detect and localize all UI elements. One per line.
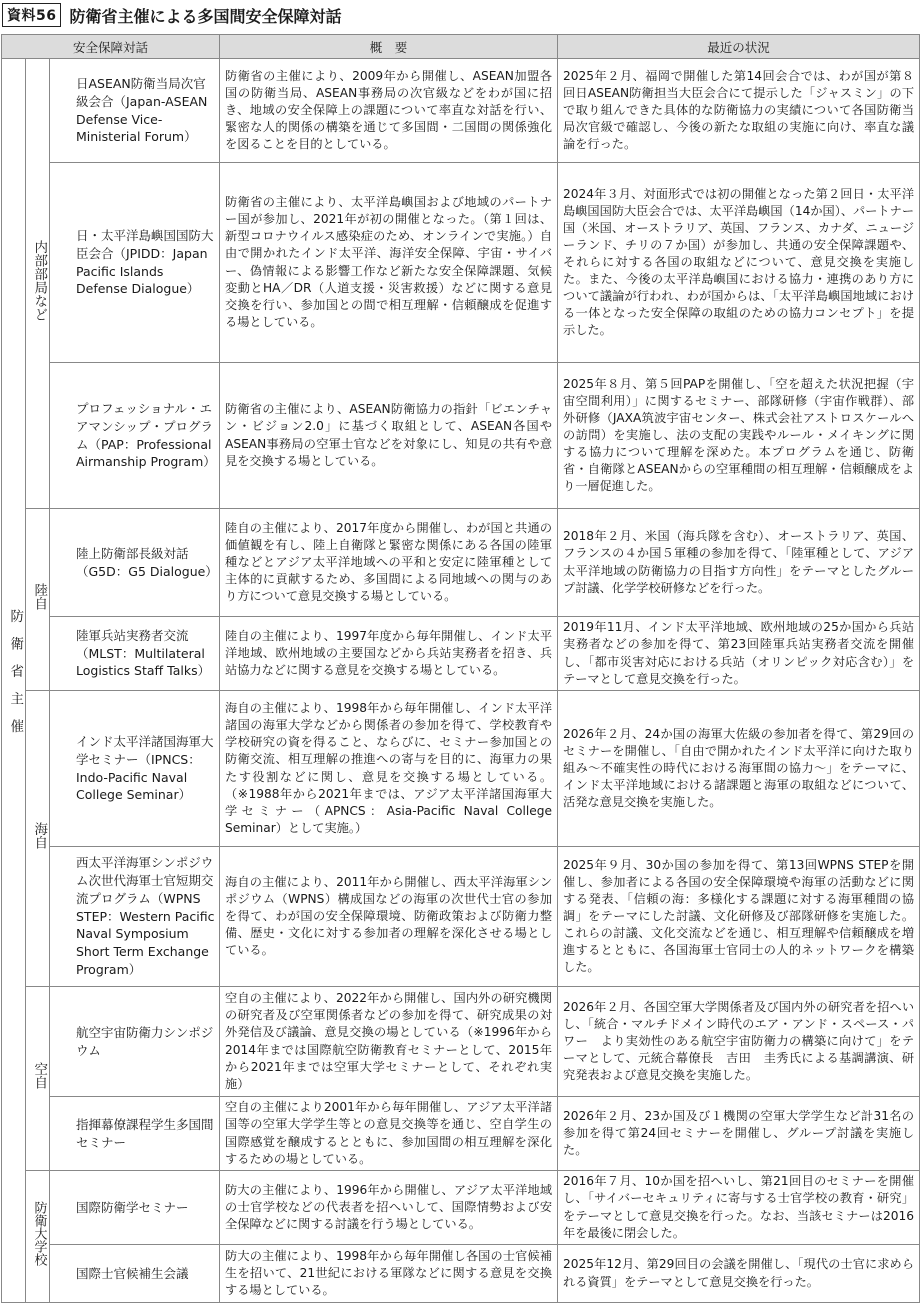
- dialogue-name: 西太平洋海軍シンポジウム次世代海軍士官短期交流プログラム（WPNS STEP：Western Pacific Naval Symposium Short Term Exchange Program）: [50, 847, 220, 987]
- dialogue-overview: 防衛省の主催により、太平洋島嶼国および地域のパートナー国が参加し、2021年が初の開催となった。（第１回は、新型コロナウイルス感染症のため、オンラインで実施。）自由で開かれたインド太平洋、海洋安全保障、宇宙・サイバー、偽情報による影響工作など新たな安全保障課題、気候変動とHA／DR（人道支援・災害救援）などに関する意見交換を行い、参加国との間で相互理解・信頼醸成を促進する場としている。: [220, 163, 558, 363]
- dialogue-name: プロフェッショナル・エアマンシップ・プログラム（PAP：Professional Airmanship Program）: [50, 363, 220, 509]
- dialogue-name: 陸上防衛部長級対話（G5D：G5 Dialogue）: [50, 509, 220, 617]
- dialogue-status: 2024年３月、対面形式では初の開催となった第２回日・太平洋島嶼国国防大臣会合では、太平洋島嶼国（14か国）、パートナー国（米国、オーストラリア、英国、フランス、カナダ、ニュージーランド、チリの７か国）が参加し、共通の安全保障課題や、それらに対する各国の取組などについて、意見交換を実施した。また、今後の太平洋島嶼国における協力・連携のあり方について議論が行われ、わが国からは、「太平洋島嶼国地域における一体となった安全保障の取組のための協力コンセプト」を提示した。: [558, 163, 920, 363]
- dialogue-name: 国際防衛学セミナー: [50, 1171, 220, 1245]
- dialogue-name: 指揮幕僚課程学生多国間セミナー: [50, 1097, 220, 1171]
- category-nda: 防衛大学校: [31, 1200, 47, 1266]
- table-row: [2, 509, 920, 617]
- dialogue-name: 国際士官候補生会議: [50, 1245, 220, 1303]
- dialogue-overview: 海自の主催により、2011年から開催し、西太平洋海軍シンポジウム（WPNS）構成国などの海軍の次世代士官の参加を得て、わが国の安全保障環境、防衛政策および防衛力整備、歴史・文化に対する参加者の理解を深化させる場としている。: [220, 847, 558, 987]
- dialogue-status: 2025年２月、福岡で開催した第14回会合では、わが国が第８回日ASEAN防衛担当大臣会合にて提示した「ジャスミン」の下で取り組んできた具体的な防衛協力の実績について各国防衛当局次官級で確認し、今後の新たな取組の実施に向け、率直な議論を行った。: [558, 59, 920, 163]
- dialogue-status: 2025年９月、30か国の参加を得て、第13回WPNS STEPを開催し、参加者による各国の安全保障環境や海軍の活動などに関する発表、「信頼の海：多様化する課題に対する海軍種間の協調」をテーマにした討議、文化研修及び部隊研修を実施した。これらの討議、文化交流などを通じ、相互理解や信頼醸成を増進するとともに、各国海軍士官同士の人的ネットワークを構築した。: [558, 847, 920, 987]
- dialogue-name: 航空宇宙防衛力シンポジウム: [50, 987, 220, 1097]
- dialogue-overview: 陸自の主催により、2017年度から開催し、わが国と共通の価値観を有し、陸上自衛隊と緊密な関係にある各国の陸軍種などとアジア太平洋地域への平和と安定に陸軍種として主体的に貢献するため、多国間による同地域への関与のあり方について意見交換する場としている。: [220, 509, 558, 617]
- table-row: [2, 691, 920, 847]
- category-msdf-cell: [26, 691, 50, 987]
- dialogue-overview: 陸自の主催により、1997年度から毎年開催し、インド太平洋地域、欧州地域の主要国などから兵站実務者を招き、兵站協力などに関する意見を交換する場としている。: [220, 617, 558, 691]
- table-row: [2, 1245, 920, 1303]
- column-header-status: 最近の状況: [558, 35, 920, 59]
- document-label: 資料56: [2, 3, 61, 27]
- dialogue-status: 2018年２月、米国（海兵隊を含む）、オーストラリア、英国、フランスの４か国５軍種の参加を得て、「陸軍種として、アジア太平洋地域の防衛協力の目指す方向性」をテーマとしたグループ討議、化学学校研修などを行った。: [558, 509, 920, 617]
- column-header-dialogue: 安全保障対話: [2, 35, 220, 59]
- table-row: [2, 163, 920, 363]
- table-row: [2, 59, 920, 163]
- dialogue-overview: 空自の主催により、2022年から開催し、国内外の研究機関の研究者及び空軍関係者などの参加を得て、研究成果の対外発信及び議論、意見交換の場としている（※1996年から2014年までは国際航空防衛教育セミナーとして、2015年から2021年までは空軍大学セミナーとして、それぞれ実施）: [220, 987, 558, 1097]
- category-internal: 内部部局など: [31, 239, 48, 321]
- table-row: [2, 987, 920, 1097]
- dialogue-status: 2026年２月、各国空軍大学関係者及び国内外の研究者を招へいし、「統合・マルチドメイン時代のエア・アンド・スペース・パワー より実効性のある航空宇宙防衛力の構築に向けて」をテーマとして、元統合幕僚長 吉田 圭秀氏による基調講演、研究発表および意見交換を実施した。: [558, 987, 920, 1097]
- table-row: [2, 847, 920, 987]
- dialogue-overview: 防衛省の主催により、2009年から開催し、ASEAN加盟各国の防衛当局、ASEAN事務局の次官級などをわが国に招き、地域の安全保障上の課題について率直な対話を行い、緊密な人的関係の構築を通じて多国間・二国間の関係強化を図ることを目的としている。: [220, 59, 558, 163]
- category-msdf: 海自: [31, 821, 48, 849]
- category-gsdf-cell: [26, 509, 50, 691]
- dialogue-name: 日ASEAN防衛当局次官級会合（Japan-ASEAN Defense Vice-Ministerial Forum）: [50, 59, 220, 163]
- table-header-row: [2, 35, 920, 59]
- group-label: 防衛省主催: [7, 608, 24, 747]
- dialogue-overview: 空自の主催により2001年から毎年開催し、アジア太平洋諸国等の空軍大学学生等との意見交換等を通じ、空自学生の国際感覚を醸成するとともに、参加国間の相互理解を深化するための場としている。: [220, 1097, 558, 1171]
- dialogue-overview: 防大の主催により、1996年から開催し、アジア太平洋地域の士官学校などの代表者を招へいして、国際情勢および安全保障などに関する討議を行う場としている。: [220, 1171, 558, 1245]
- table-row: [2, 1171, 920, 1245]
- dialogue-overview: 海自の主催により、1998年から毎年開催し、インド太平洋諸国の海軍大学などから関係者の参加を得て、学校教育や学校研究の資を得ること、ならびに、セミナー参加国との防衛交流、相互理解の推進への寄与を目的に、海軍力の果たす役割などに関し、意見を交換する場としている。（※1988年から2021年までは、アジア太平洋諸国海軍大学セミナー（APNCS：Asia-Pacific Naval College Seminar）として実施。）: [220, 691, 558, 847]
- dialogue-status: 2026年２月、24か国の海軍大佐級の参加者を得て、第29回のセミナーを開催し、「自由で開かれたインド太平洋に向けた取り組み～不確実性の時代における海軍間の協力～」をテーマに、インド太平洋地域における諸課題と海軍の取組などについて、活発な意見交換を実施した。: [558, 691, 920, 847]
- category-internal-cell: [26, 59, 50, 509]
- dialogue-status: 2025年８月、第５回PAPを開催し、「空を超えた状況把握（宇宙空間利用）」に関するセミナー、部隊研修（宇宙作戦群）、部外研修（JAXA筑波宇宙センター、株式会社アストロスケールへの訪問）を実施し、法の支配の実践やルール・メイキングに関する協力について理解を深めた。本プログラムを通じ、防衛省・自衛隊とASEANからの空軍種間の相互理解・信頼醸成をより一層促進した。: [558, 363, 920, 509]
- dialogue-name: 陸軍兵站実務者交流（MLST：Multilateral Logistics Staff Talks）: [50, 617, 220, 691]
- category-nda-cell: [26, 1171, 50, 1303]
- table-row: [2, 1097, 920, 1171]
- dialogue-table: [1, 34, 920, 1303]
- dialogue-status: 2025年12月、第29回目の会議を開催し、「現代の士官に求められる資質」をテーマとして意見交換を行った。: [558, 1245, 920, 1303]
- dialogue-status: 2016年７月、10か国を招へいし、第21回目のセミナーを開催し、「サイバーセキュリティに寄与する士官学校の教育・研究」をテーマとして意見交換を行った。なお、当該セミナーは2016年を最後に閉会した。: [558, 1171, 920, 1245]
- category-asdf: 空自: [31, 1061, 48, 1089]
- dialogue-overview: 防衛省の主催により、ASEAN防衛協力の指針「ビエンチャン・ビジョン2.0」に基づく取組として、ASEAN各国やASEAN事務局の空軍士官などを対象にし、知見の共有や意見を交換する場としている。: [220, 363, 558, 509]
- dialogue-name: インド太平洋諸国海軍大学セミナー（IPNCS：Indo-Pacific Naval College Seminar）: [50, 691, 220, 847]
- table-row: [2, 617, 920, 691]
- table-row: [2, 363, 920, 509]
- document-title: 防衛省主催による多国間安全保障対話: [69, 6, 342, 26]
- category-asdf-cell: [26, 987, 50, 1171]
- dialogue-overview: 防大の主催により、1998年から毎年開催し各国の士官候補生を招いて、21世紀における軍隊などに関する意見を交換する場としている。: [220, 1245, 558, 1303]
- column-header-overview: 概 要: [220, 35, 558, 59]
- dialogue-status: 2026年２月、23か国及び１機関の空軍大学学生など計31名の参加を得て第24回セミナーを開催し、グループ討議を実施した。: [558, 1097, 920, 1171]
- category-gsdf: 陸自: [31, 582, 48, 610]
- document-header: [0, 0, 920, 30]
- dialogue-status: 2019年11月、インド太平洋地域、欧州地域の25か国から兵站実務者などの参加を得て、第23回陸軍兵站実務者交流を開催し、「都市災害対応における兵站（オリンピック対応含む）」をテーマとして意見交換を行った。: [558, 617, 920, 691]
- dialogue-name: 日・太平洋島嶼国国防大臣会合（JPIDD：Japan Pacific Islands Defense Dialogue）: [50, 163, 220, 363]
- group-label-cell: [2, 59, 26, 1303]
